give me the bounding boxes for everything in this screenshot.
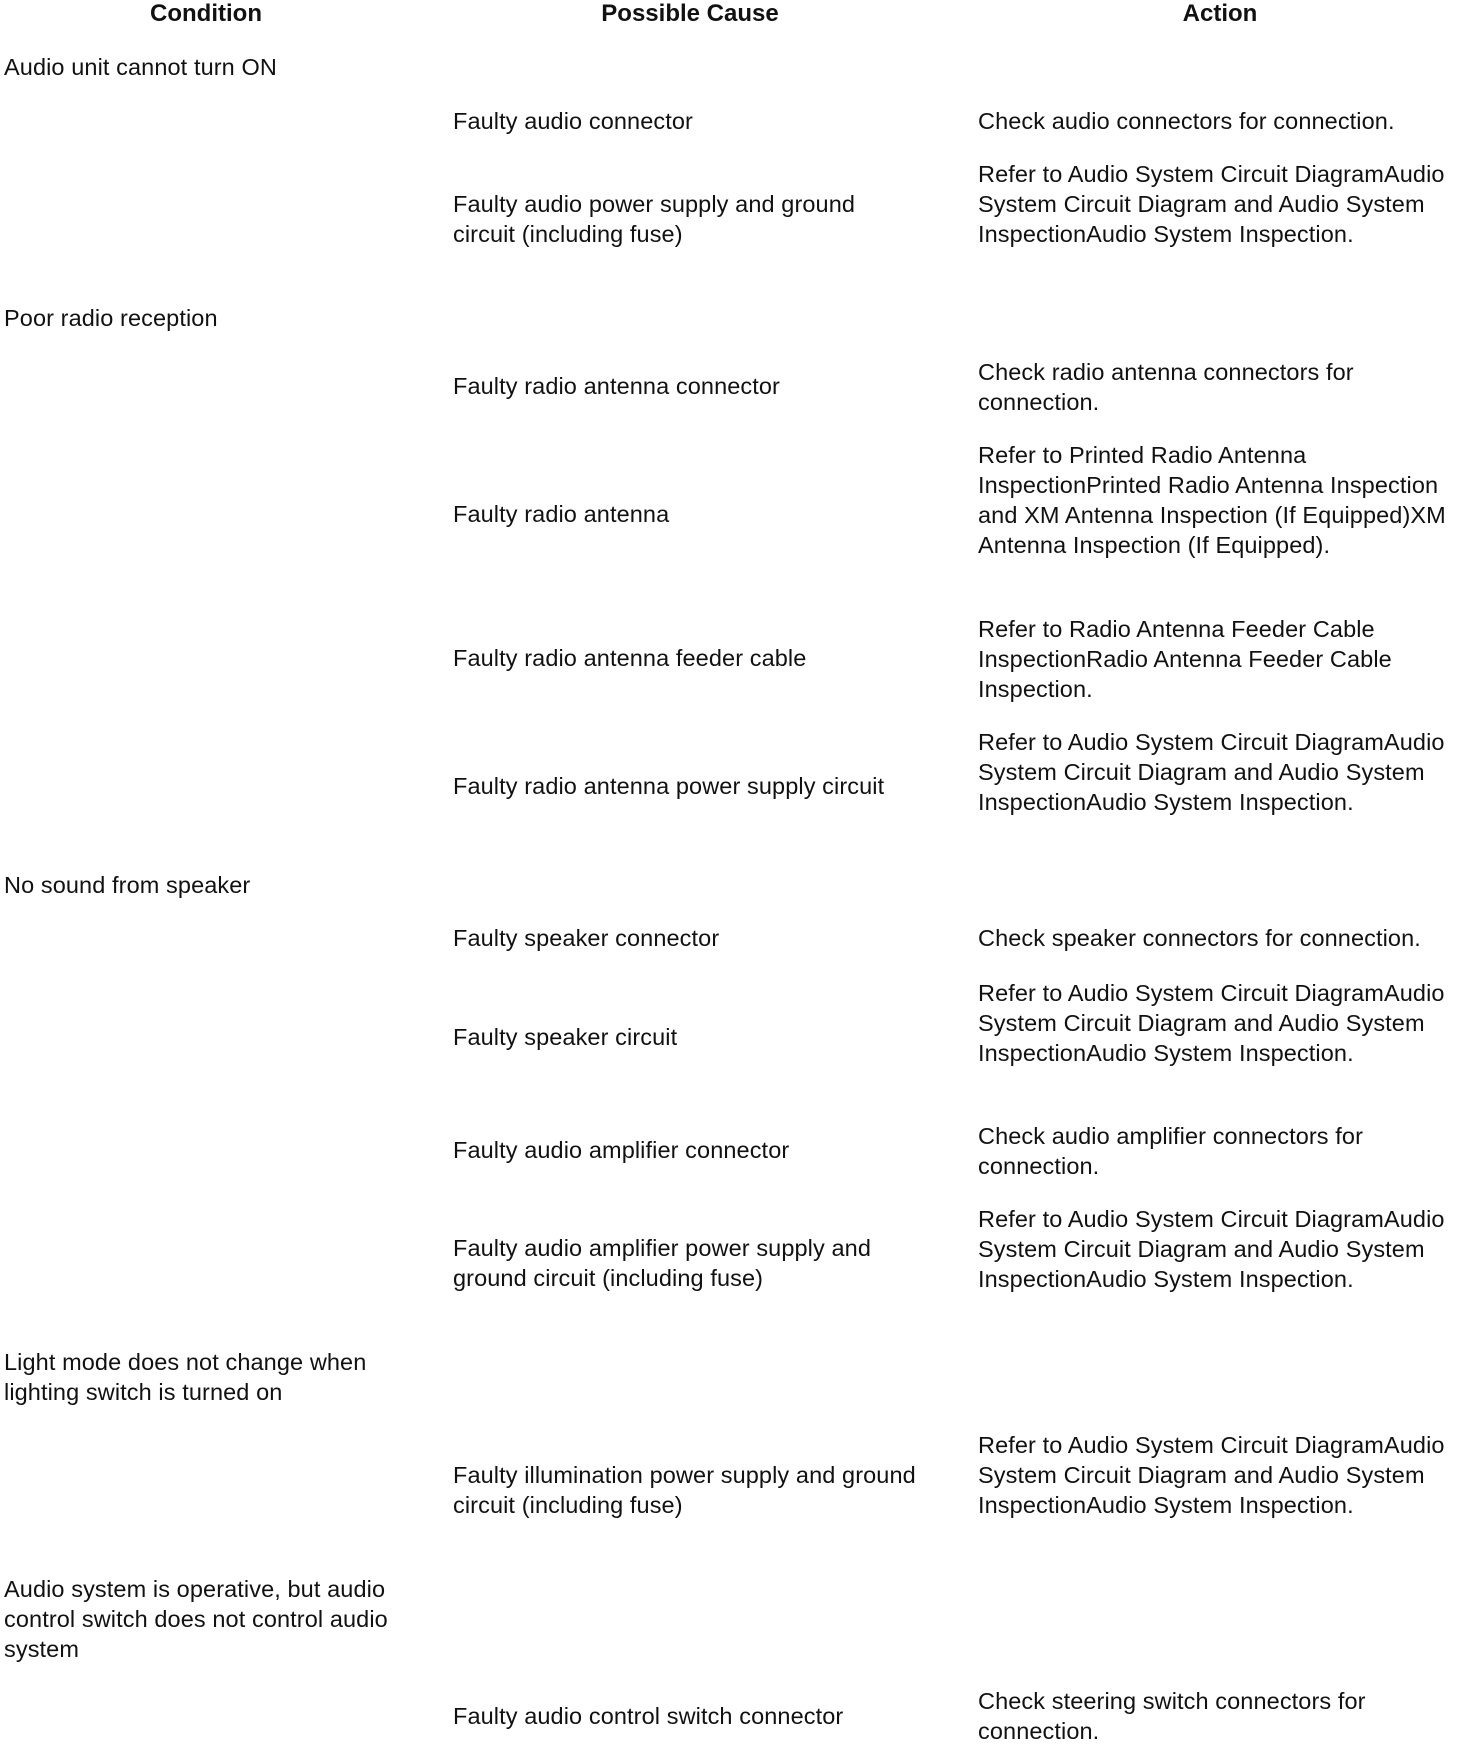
header-condition: Condition [150, 0, 262, 27]
condition-no-sound-from-speaker: No sound from speaker [4, 872, 251, 898]
action-cell: Check audio connectors for connection. [978, 108, 1395, 134]
cause-cell: Faulty audio amplifier power supply and ground circuit (including fuse) [453, 1235, 871, 1291]
condition-poor-radio-reception: Poor radio reception [4, 305, 218, 331]
header-possible-cause: Possible Cause [601, 0, 779, 27]
action-cell: Refer to Audio System Circuit DiagramAudio System Circuit Diagram and Audio System InspectionAudio System Inspection. [978, 729, 1445, 815]
action-cell: Check steering switch connectors for connection. [978, 1688, 1366, 1744]
action-cell: Refer to Audio System Circuit DiagramAudio System Circuit Diagram and Audio System InspectionAudio System Inspection. [978, 980, 1445, 1066]
action-cell: Refer to Audio System Circuit DiagramAudio System Circuit Diagram and Audio System InspectionAudio System Inspection. [978, 1432, 1445, 1518]
action-cell: Refer to Audio System Circuit DiagramAudio System Circuit Diagram and Audio System InspectionAudio System Inspection. [978, 1206, 1445, 1292]
condition-light-mode-no-change: Light mode does not change when lighting switch is turned on [4, 1349, 367, 1405]
action-cell: Refer to Audio System Circuit DiagramAudio System Circuit Diagram and Audio System InspectionAudio System Inspection. [978, 161, 1445, 247]
action-cell: Refer to Printed Radio Antenna InspectionPrinted Radio Antenna Inspection and XM Antenna Inspection (If Equipped)XM Antenna Inspection (If Equipped). [978, 442, 1446, 558]
action-cell: Check radio antenna connectors for connection. [978, 359, 1354, 415]
header-action: Action [1182, 0, 1258, 27]
cause-cell: Faulty audio connector [453, 108, 693, 134]
cause-cell: Faulty radio antenna connector [453, 373, 780, 399]
cause-cell: Faulty illumination power supply and ground circuit (including fuse) [453, 1462, 916, 1518]
cause-cell: Faulty radio antenna power supply circuit [453, 773, 885, 799]
action-cell: Check audio amplifier connectors for connection. [978, 1123, 1364, 1179]
action-cell: Refer to Radio Antenna Feeder Cable InspectionRadio Antenna Feeder Cable Inspection. [978, 616, 1392, 702]
action-cell: Check speaker connectors for connection. [978, 925, 1421, 951]
cause-cell: Faulty radio antenna feeder cable [453, 645, 807, 671]
cause-cell: Faulty radio antenna [453, 501, 670, 527]
cause-cell: Faulty audio power supply and ground circuit (including fuse) [453, 191, 856, 247]
cause-cell: Faulty speaker circuit [453, 1024, 678, 1050]
condition-audio-control-switch: Audio system is operative, but audio control switch does not control audio system [4, 1576, 388, 1662]
cause-cell: Faulty audio amplifier connector [453, 1137, 790, 1163]
condition-audio-unit-no-power: Audio unit cannot turn ON [4, 54, 277, 80]
cause-cell: Faulty speaker connector [453, 925, 720, 951]
cause-cell: Faulty audio control switch connector [453, 1703, 844, 1729]
